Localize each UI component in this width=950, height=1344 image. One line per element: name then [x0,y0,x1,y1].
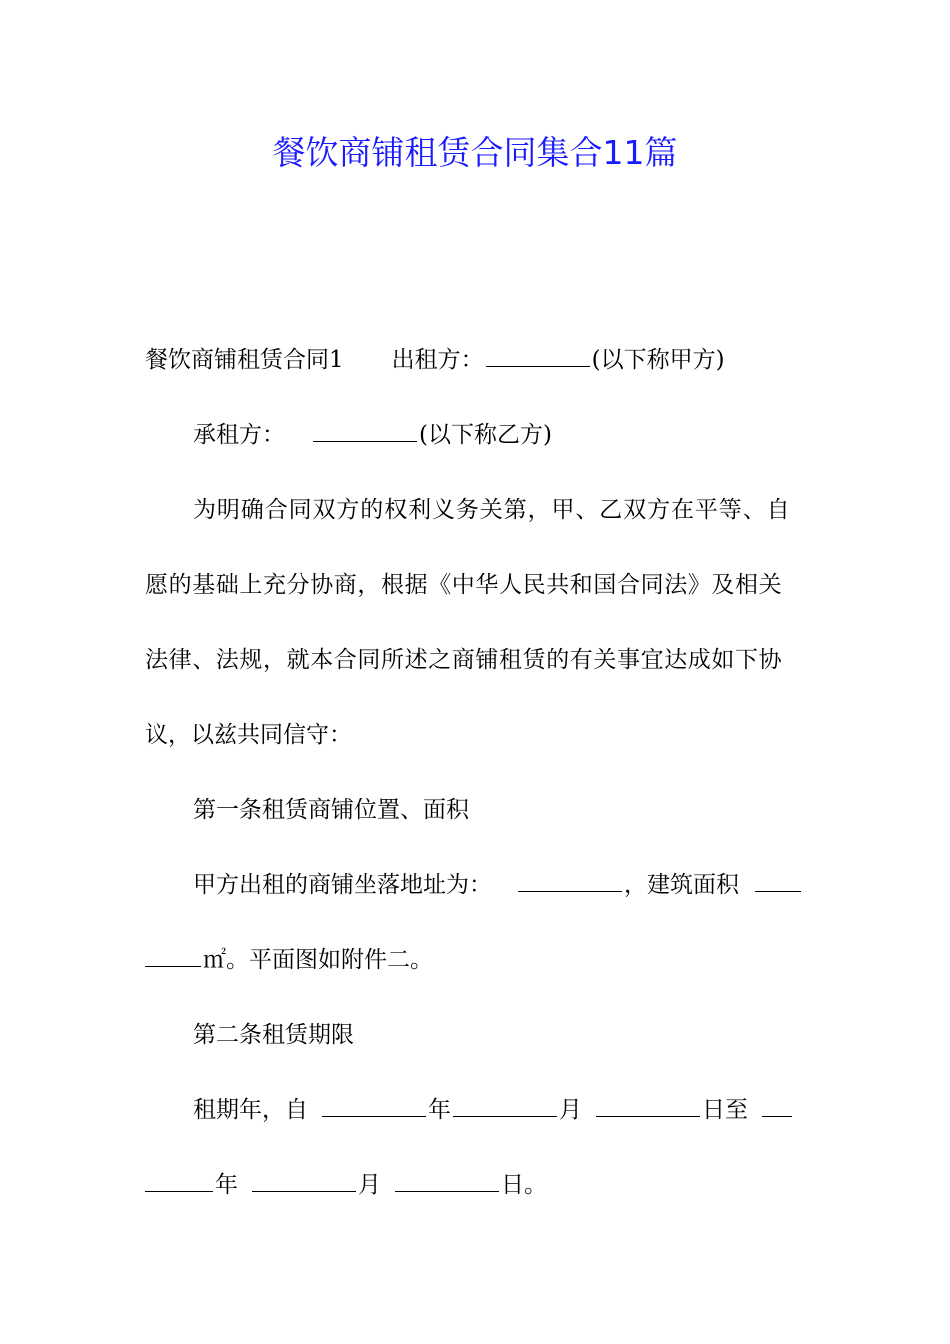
term-label: 租期年，自 [193,1097,308,1123]
end-year-blank-start[interactable] [762,1115,792,1117]
end-year-blank-end[interactable] [145,1190,213,1192]
paragraph-line: 议，以兹共同信守： [145,722,352,748]
area-unit-text: ㎡。平面图如附件二。 [203,947,433,973]
paragraph-line: 为明确合同双方的权利义务关第，甲、乙双方在平等、自 [193,497,791,523]
lessor-note: (以下称甲方) [591,347,725,373]
lessee-blank[interactable] [313,440,417,442]
lessor-label: 出租方： [391,347,484,373]
end-month-blank[interactable] [252,1190,356,1192]
start-day-blank[interactable] [596,1115,700,1117]
area-blank-end[interactable] [145,965,201,967]
lessee-line [193,415,552,455]
paragraph-line: 愿的基础上充分协商，根据《中华人民共和国合同法》及相关 [145,572,783,598]
term-line [193,1090,794,1130]
start-month-blank[interactable] [453,1115,557,1117]
article-heading: 第二条租赁期限 [193,1022,354,1048]
day-to-label: 日至 [702,1097,748,1123]
year-label: 年 [428,1097,451,1123]
day-label: 日。 [501,1172,547,1198]
paragraph-line: 法律、法规，就本合同所述之商铺租赁的有关事宜达成如下协 [145,647,783,673]
lessor-blank[interactable] [486,365,590,367]
address-line [193,865,803,905]
end-day-blank[interactable] [395,1190,499,1192]
area-blank-start[interactable] [755,890,801,892]
contract-heading-line [145,340,725,380]
area-line [145,940,433,980]
address-blank[interactable] [518,890,622,892]
month-label: 月 [559,1097,582,1123]
document-title: 餐饮商铺租赁合同集合11篇 [272,133,678,172]
term-end-line [145,1165,547,1205]
area-label: ，建筑面积 [624,872,739,898]
contract-number-label: 餐饮商铺租赁合同1 [145,347,344,373]
article-heading: 第一条租赁商铺位置、面积 [193,797,469,823]
month-label: 月 [358,1172,381,1198]
start-year-blank[interactable] [322,1115,426,1117]
lessee-note: (以下称乙方) [419,422,552,448]
year-label: 年 [215,1172,238,1198]
address-label: 甲方出租的商铺坐落地址为： [193,872,492,898]
lessee-label: 承租方： [193,422,285,448]
